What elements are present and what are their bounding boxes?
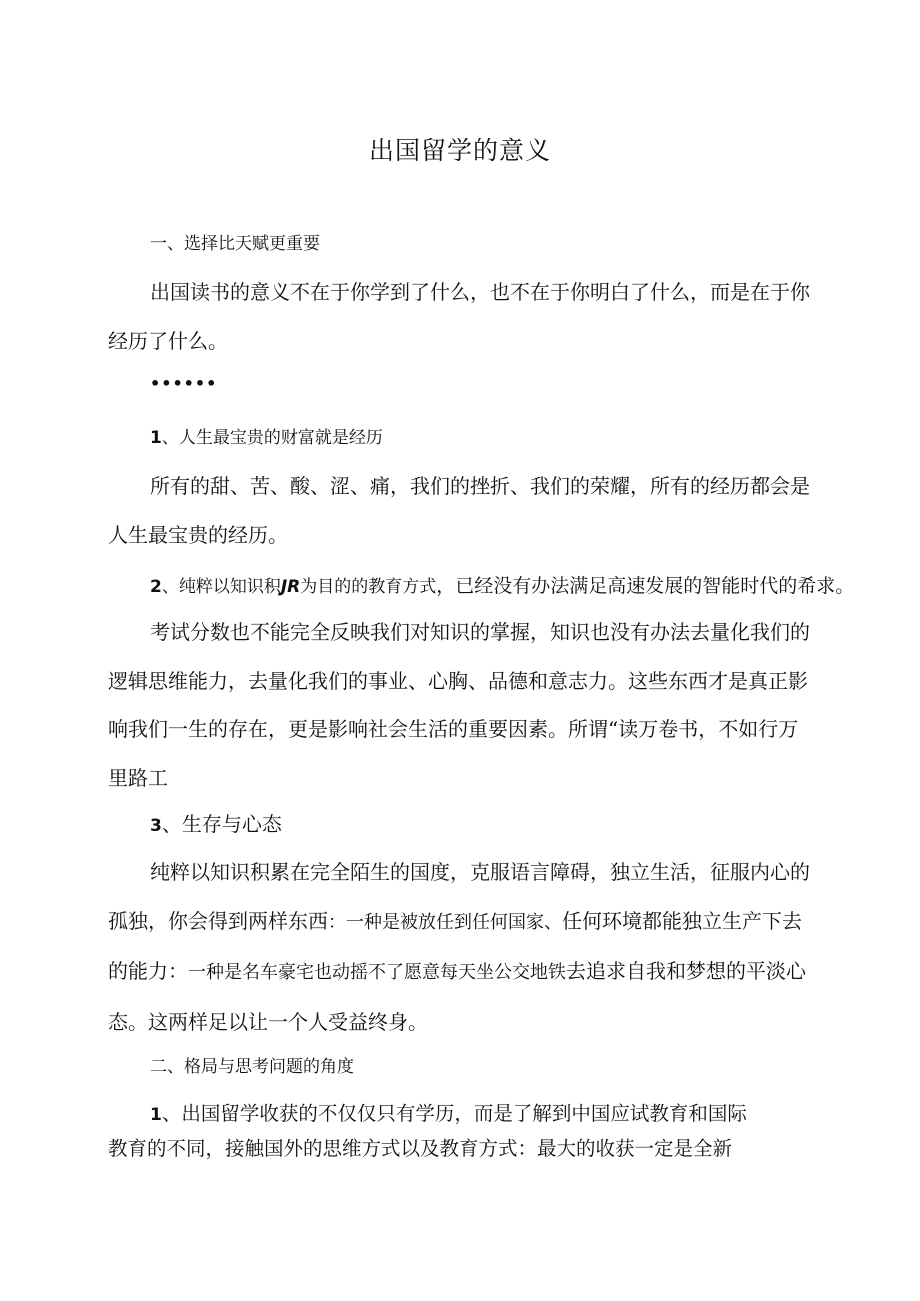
paragraph-text-a: 纯粹以知识积累在完全陌生的国度，克服语言障碍，独立生活，征服内心的孤独，你会得到两样东西	[108, 860, 810, 933]
paragraph-number: 1	[150, 1105, 162, 1125]
subheading-1-1	[150, 426, 383, 450]
paragraph-item-2-1-line-1	[150, 1100, 747, 1131]
paragraph-text-c: 任何环境都能独立生产下去的能力：	[108, 908, 802, 983]
subheading-1-3	[150, 810, 282, 841]
page-title: 出国留学的意义	[368, 136, 551, 165]
paragraph-intro: 出国读书的意义不在于你学到了什么，也不在于你明白了什么，而是在于你经历了什么。	[108, 280, 810, 353]
subheading-number: 2	[150, 577, 162, 597]
subheading-text-c: 为目的的教育方式	[300, 577, 437, 597]
paragraph-text-b: ：一种是被放任到任何国家、	[328, 911, 562, 933]
paragraph-text-e: 去追求自我和梦想的平淡心态。这两样足以让一个人受益终身。	[108, 959, 806, 1034]
subheading-text: 、生存与心态	[161, 812, 282, 836]
section-heading-1: 一、选择比天赋更重要	[150, 234, 320, 254]
paragraph-text: 、出国留学收获的不仅仅只有学历，而是了解到中国应试教育和国际	[161, 1102, 747, 1125]
subheading-1-2	[150, 572, 854, 602]
subheading-text-b: JR	[280, 577, 301, 597]
subheading-number: 1	[150, 428, 162, 448]
paragraph-item-1-1: 所有的甜、苦、酸、涩、痛，我们的挫折、我们的荣耀，所有的经历都会是人生最宝贵的经历。	[108, 474, 810, 547]
subheading-number: 3	[150, 816, 162, 836]
subheading-text: 、人生最宝贵的财富就是经历	[161, 428, 383, 448]
paragraph-item-1-3	[108, 848, 814, 1046]
section-heading-2: 二、格局与思考问题的角度	[150, 1057, 354, 1077]
paragraph-text-d: 一种是名车豪宅也动摇不了愿意每天坐公交地铁	[188, 962, 566, 983]
paragraph-item-1-2: 考试分数也不能完全反映我们对知识的掌握，知识也没有办法去量化我们的逻辑思维能力，去量化我们的事业、心胸、品德和意志力。这些东西才是真正影响我们一生的存在，更是影响社会生活的重要因素。所谓“读万卷书，不如行万里路工	[108, 620, 810, 790]
subheading-text-d: ，已经没有办法满足高速发展的智能时代的希求。	[436, 575, 855, 597]
ellipsis-dots: ••••••	[150, 374, 218, 393]
paragraph-item-2-1-line-2: 教育的不同，接触国外的思维方式以及教育方式：最大的收获一定是全新	[108, 1137, 733, 1160]
subheading-text-a: 、纯粹以知识积	[161, 577, 281, 597]
